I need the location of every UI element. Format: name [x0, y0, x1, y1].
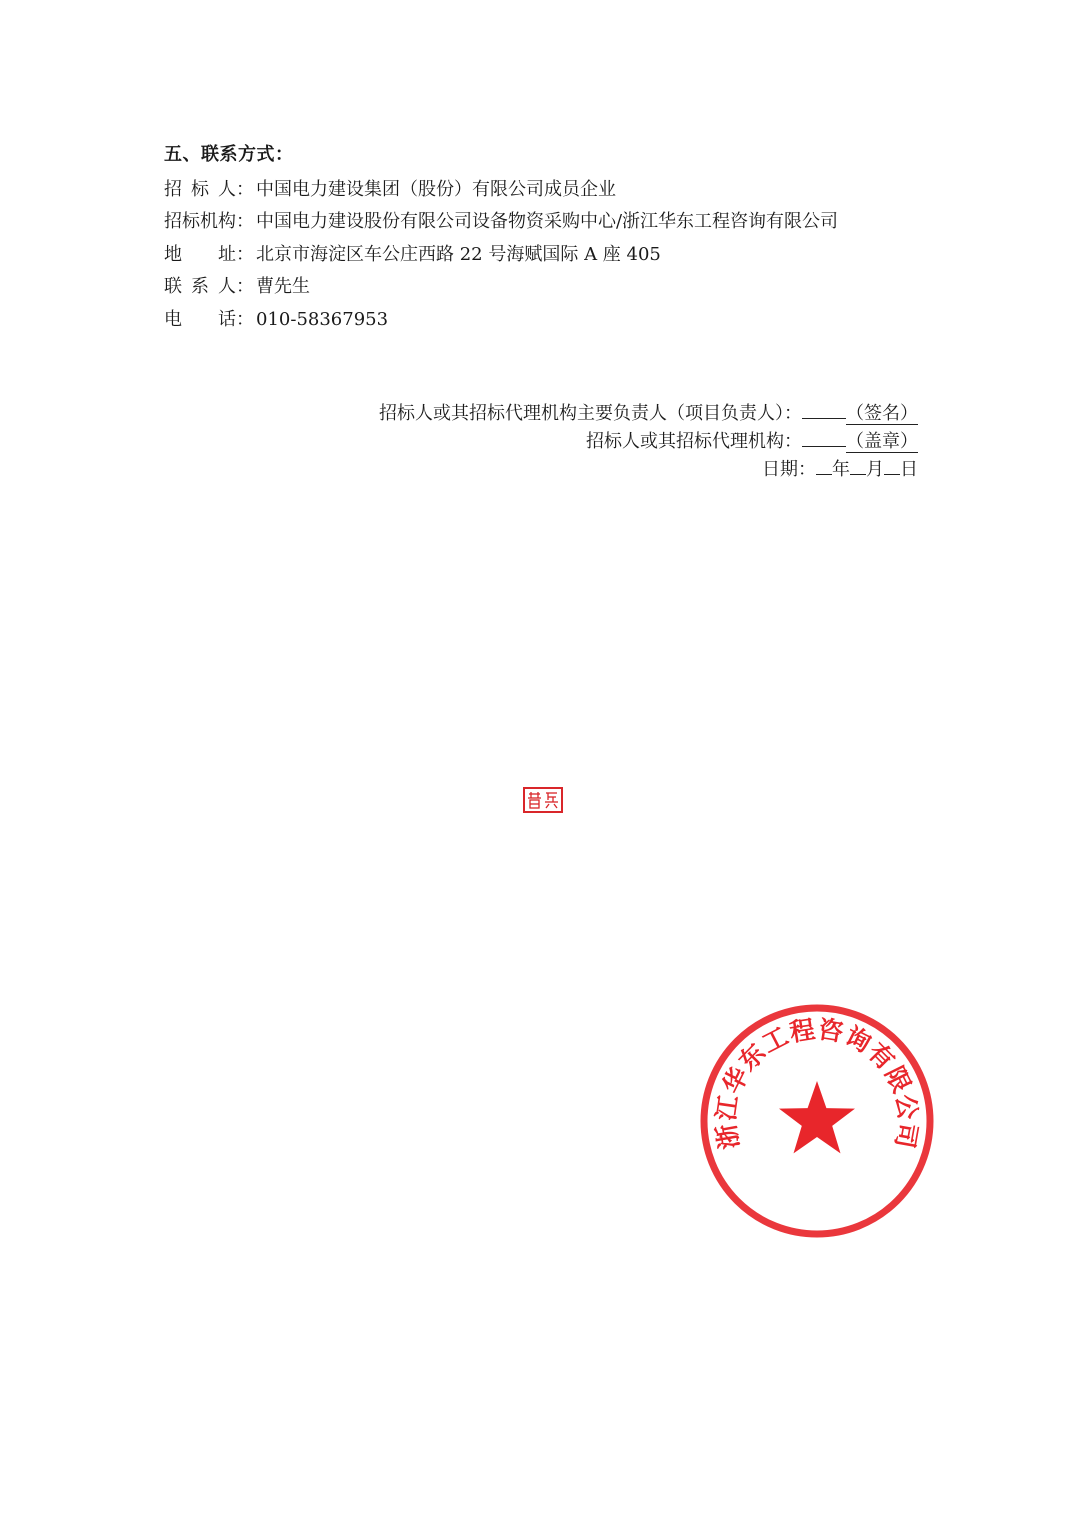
- signature-label: 招标人或其招标代理机构主要负责人（项目负责人）：: [379, 403, 802, 424]
- contact-value: 中国电力建设股份有限公司设备物资采购中心/浙江华东工程咨询有限公司: [256, 211, 839, 232]
- section-heading: 五、联系方式：: [164, 144, 294, 165]
- contact-label: 招标机构: [164, 211, 236, 232]
- stamp-label: 招标人或其招标代理机构：: [586, 431, 802, 452]
- contact-colon: ：: [236, 179, 254, 200]
- contact-colon: ：: [236, 276, 254, 297]
- year-label: 年: [832, 459, 850, 480]
- personal-name-seal: [523, 787, 563, 813]
- signature-blank: [802, 398, 846, 419]
- contact-value: 曹先生: [256, 276, 310, 297]
- svg-text:浙江华东工程咨询有限公司: 浙江华东工程咨询有限公司: [711, 1014, 923, 1152]
- star-icon: [779, 1081, 855, 1153]
- month-label: 月: [866, 459, 884, 480]
- day-blank: [884, 454, 900, 475]
- month-blank: [850, 454, 866, 475]
- company-seal: [697, 1001, 937, 1241]
- day-label: 日: [900, 459, 918, 480]
- stamp-suffix: （盖章）: [846, 431, 918, 452]
- contact-colon: ：: [236, 211, 254, 232]
- contact-colon: ：: [236, 309, 254, 330]
- year-blank: [816, 454, 832, 475]
- contact-row-address: [164, 242, 661, 268]
- stamp-blank: [802, 426, 846, 447]
- contact-row-agency: [164, 209, 838, 235]
- contact-label: 联 系 人: [164, 276, 236, 297]
- stamp-line: [586, 426, 918, 455]
- contact-row-phone: [164, 307, 388, 333]
- signature-line: [379, 398, 918, 427]
- contact-colon: ：: [236, 244, 254, 265]
- contact-label: 地 址: [164, 244, 236, 265]
- contact-value: 010-58367953: [256, 309, 389, 330]
- contact-label: 招 标 人: [164, 179, 236, 200]
- contact-value: 中国电力建设集团（股份）有限公司成员企业: [256, 179, 616, 200]
- contact-value: 北京市海淀区车公庄西路 22 号海赋国际 A 座 405: [256, 244, 661, 265]
- date-line: [762, 454, 918, 483]
- contact-label: 电 话: [164, 309, 236, 330]
- date-label: 日期：: [762, 459, 816, 480]
- contact-row-tenderer: [164, 177, 616, 203]
- signature-suffix: （签名）: [846, 403, 918, 424]
- contact-row-person: [164, 274, 310, 300]
